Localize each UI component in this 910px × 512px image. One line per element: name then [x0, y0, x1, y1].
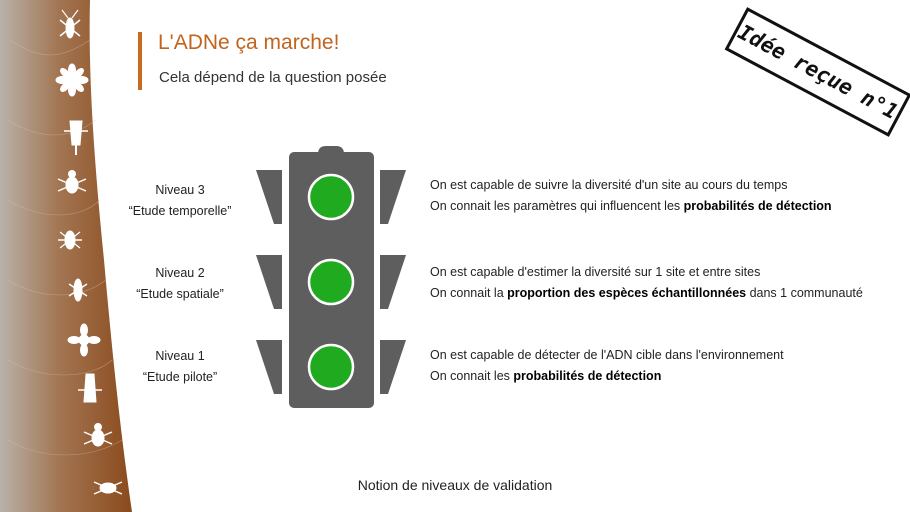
page-subtitle: Cela dépend de la question posée — [159, 69, 387, 86]
decorative-side-strip — [0, 0, 140, 512]
description-line: On connait la proportion des espèces échantillonnées dans 1 communauté — [430, 286, 863, 300]
bold-term: probabilités de détection — [513, 369, 662, 383]
green-light-bottom — [309, 345, 353, 389]
idee-recue-stamp: Idée reçue n°1 — [725, 7, 910, 137]
level-type: “Etude spatiale” — [136, 287, 224, 301]
flower-silhouette-icon — [56, 64, 88, 96]
page-title: L'ADNe ça marche! — [158, 31, 340, 54]
level-3-description — [430, 175, 832, 217]
footer-caption: Notion de niveaux de validation — [357, 477, 553, 493]
traffic-light — [252, 142, 410, 410]
description-line: On connait les probabilités de détection — [430, 369, 662, 383]
insect-silhouette-icon — [58, 231, 82, 249]
title-accent-bar — [138, 32, 142, 90]
bold-term: probabilités de détection — [683, 199, 832, 213]
green-light-top — [309, 175, 353, 219]
level-2-description — [430, 262, 863, 304]
bold-term: proportion des espèces échantillonnées — [507, 286, 747, 300]
level-1-label — [120, 346, 240, 388]
level-1-description — [430, 345, 784, 387]
description-line: On connait les paramètres qui influencent les probabilités de détection — [430, 199, 832, 213]
description-line: On est capable de détecter de l'ADN cible dans l'environnement — [430, 348, 784, 362]
level-3-label — [120, 180, 240, 222]
level-name: Niveau 1 — [155, 349, 205, 363]
level-type: “Etude pilote” — [142, 370, 218, 384]
description-line: On est capable d'estimer la diversité sur 1 site et entre sites — [430, 265, 761, 279]
level-name: Niveau 3 — [155, 183, 205, 197]
green-light-middle — [309, 260, 353, 304]
level-name: Niveau 2 — [155, 266, 205, 280]
level-type: “Etude temporelle” — [128, 204, 232, 218]
level-2-label — [120, 263, 240, 305]
description-line: On est capable de suivre la diversité d'un site au cours du temps — [430, 178, 788, 192]
